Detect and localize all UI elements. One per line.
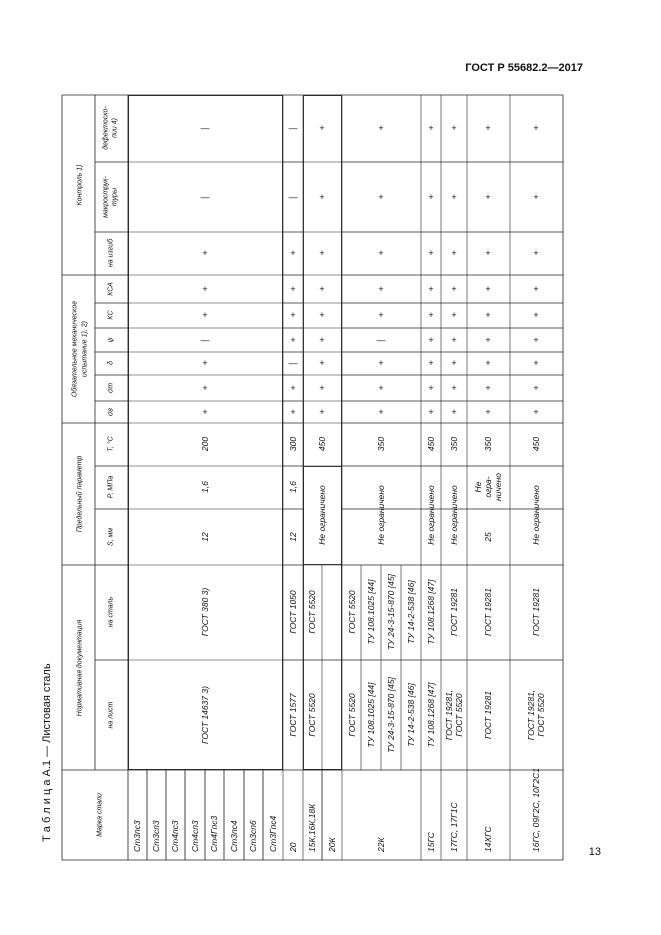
sheet-doc: ГОСТ 19281, xyxy=(444,689,454,741)
plus-mark: + xyxy=(290,407,296,417)
header-on-sheet: на лист xyxy=(107,701,115,729)
grade-cell: Ст3сп3 xyxy=(151,820,161,852)
header-sigma-t: σт xyxy=(107,382,115,394)
plus-mark: + xyxy=(451,123,457,133)
plus-mark: + xyxy=(451,284,457,294)
p-value: 1,6 xyxy=(200,481,210,493)
p-value: Не xyxy=(473,481,483,493)
plus-mark: + xyxy=(378,248,384,258)
plus-mark: + xyxy=(378,310,384,320)
plus-mark: + xyxy=(428,358,434,368)
plus-mark: + xyxy=(485,310,491,320)
steel-doc: ТУ 24-3-15-870 [45] xyxy=(386,574,396,650)
sheet-doc: ГОСТ 5520 xyxy=(536,693,546,737)
steel-doc: ГОСТ 19281 xyxy=(531,588,541,636)
plus-mark: + xyxy=(378,123,384,133)
p-value: 1,6 xyxy=(288,481,298,493)
plus-mark: + xyxy=(319,383,325,393)
sheet-doc: ГОСТ 5520 xyxy=(347,693,357,737)
plus-mark: + xyxy=(290,335,296,345)
plus-mark: + xyxy=(428,407,434,417)
grade-cell: Ст4Гпс3 xyxy=(209,815,219,852)
p-value: ничено xyxy=(493,473,503,501)
page-number: 13 xyxy=(588,846,601,858)
plus-mark: + xyxy=(428,383,434,393)
header-kc: КС xyxy=(107,310,115,320)
header-s: S, мм xyxy=(107,527,115,547)
plus-mark: + xyxy=(533,407,539,417)
steel-doc: ТУ 108.1268 [47] xyxy=(426,579,436,645)
t-value: 450 xyxy=(531,436,541,452)
dash-mark: — xyxy=(288,192,298,202)
dash-mark: — xyxy=(288,358,298,368)
t-value: 200 xyxy=(200,436,210,452)
header-p: P, МПа xyxy=(107,475,115,499)
header-defecto-2: пии 4) xyxy=(111,118,119,138)
header-macro-2: туры xyxy=(111,187,119,207)
header-control: Контроль 1) xyxy=(76,164,84,206)
steel-doc: ГОСТ 1050 xyxy=(288,590,298,634)
plus-mark: + xyxy=(428,248,434,258)
plus-mark: + xyxy=(533,310,539,320)
plus-mark: + xyxy=(428,310,434,320)
grade-cell: 22К xyxy=(376,837,386,852)
dash-mark: — xyxy=(200,192,210,202)
header-limit: Предельный параметр xyxy=(76,455,84,533)
dash-mark: — xyxy=(200,123,210,133)
header-grade: Марка стали xyxy=(96,793,104,837)
grade-cell: 17ГС, 17Г1С xyxy=(449,802,459,852)
plus-mark: + xyxy=(451,358,457,368)
sheet-doc: ТУ 14-2-538 [46] xyxy=(406,683,416,747)
table-title: Т а б л и ц а А.1 — Листовая сталь xyxy=(41,663,53,842)
plus-mark: + xyxy=(202,310,208,320)
plus-mark: + xyxy=(533,248,539,258)
plus-mark: + xyxy=(378,192,384,202)
plus-mark: + xyxy=(533,383,539,393)
plus-mark: + xyxy=(485,192,491,202)
sheet-doc: ГОСТ 5520 xyxy=(307,693,317,737)
grade-cell: Ст3сп6 xyxy=(248,820,258,852)
t-value: 450 xyxy=(426,436,436,452)
sheet-doc: ГОСТ 5520 xyxy=(454,693,464,737)
steel-doc: ТУ 14-2-538 [46] xyxy=(406,580,416,644)
plus-mark: + xyxy=(533,284,539,294)
plus-mark: + xyxy=(202,248,208,258)
s-value: 12 xyxy=(288,532,298,542)
t-value: 350 xyxy=(483,436,493,452)
grade-cell: Ст4сп3 xyxy=(190,820,200,852)
grade-cell: 15К,16К,18К xyxy=(307,803,317,852)
dash-mark: — xyxy=(376,335,386,345)
sheet-doc: ГОСТ 19281 xyxy=(483,691,493,739)
plus-mark: + xyxy=(428,284,434,294)
plus-mark: + xyxy=(428,192,434,202)
header-sigma-b: σв xyxy=(107,408,115,416)
steel-doc: ГОСТ 5520 xyxy=(347,590,357,634)
plus-mark: + xyxy=(319,310,325,320)
plus-mark: + xyxy=(485,407,491,417)
grade-cell: 20К xyxy=(327,837,337,852)
plus-mark: + xyxy=(378,284,384,294)
s-p-value: Не ограничено xyxy=(426,485,436,545)
plus-mark: + xyxy=(378,407,384,417)
sheet-doc: ГОСТ 14637 3) xyxy=(200,686,210,744)
plus-mark: + xyxy=(428,123,434,133)
plus-mark: + xyxy=(319,407,325,417)
s-value: 12 xyxy=(200,532,210,542)
plus-mark: + xyxy=(290,284,296,294)
plus-mark: + xyxy=(202,284,208,294)
grade-cell: 14ХГС xyxy=(483,826,493,852)
header-on-steel: на сталь xyxy=(107,596,115,628)
grade-cell: 20 xyxy=(288,842,298,852)
header-defecto-1: дефектоско- xyxy=(102,106,110,150)
grade-cell: Ст3пс4 xyxy=(229,820,239,852)
plus-mark: + xyxy=(451,248,457,258)
plus-mark: + xyxy=(485,123,491,133)
grade-cell: 16ГС, 09Г2С, 10Г2С1 xyxy=(531,768,541,852)
steel-doc: ГОСТ 5520 xyxy=(307,590,317,634)
plus-mark: + xyxy=(319,248,325,258)
plus-mark: + xyxy=(290,248,296,258)
dash-mark: — xyxy=(200,335,210,345)
plus-mark: + xyxy=(290,310,296,320)
plus-mark: + xyxy=(319,358,325,368)
plus-mark: + xyxy=(533,335,539,345)
plus-mark: + xyxy=(290,383,296,393)
header-psi: ψ xyxy=(107,337,115,343)
sheet-doc: ГОСТ 1577 xyxy=(288,693,298,737)
plus-mark: + xyxy=(485,383,491,393)
plus-mark: + xyxy=(378,383,384,393)
plus-mark: + xyxy=(451,192,457,202)
header-kca: КСА xyxy=(107,282,115,296)
plus-mark: + xyxy=(533,358,539,368)
sheet-doc: ТУ 108.1268 [47] xyxy=(426,682,436,748)
document-code: ГОСТ Р 55682.2—2017 xyxy=(465,62,583,74)
plus-mark: + xyxy=(485,248,491,258)
plus-mark: + xyxy=(533,123,539,133)
s-p-value: Не ограничено xyxy=(531,485,541,545)
grade-cell: Ст4пс3 xyxy=(170,820,180,852)
steel-doc: ГОСТ 19281 xyxy=(449,588,459,636)
t-value: 300 xyxy=(288,436,298,452)
plus-mark: + xyxy=(485,358,491,368)
plus-mark: + xyxy=(533,192,539,202)
grade-cell: Ст3пс3 xyxy=(132,820,142,852)
grade-cell: 15ГС xyxy=(426,832,436,852)
plus-mark: + xyxy=(451,407,457,417)
header-delta: δ xyxy=(107,361,115,365)
t-value: 350 xyxy=(376,436,386,452)
header-bend: на изгиб xyxy=(107,238,115,268)
t-value: 350 xyxy=(449,436,459,452)
plus-mark: + xyxy=(378,358,384,368)
plus-mark: + xyxy=(319,284,325,294)
plus-mark: + xyxy=(485,284,491,294)
plus-mark: + xyxy=(202,407,208,417)
s-p-value: Не ограничено xyxy=(449,485,459,545)
dash-mark: — xyxy=(288,123,298,133)
s-p-value: Не ограничено xyxy=(376,485,386,545)
header-macro-1: макрострук- xyxy=(102,176,110,218)
plus-mark: + xyxy=(319,123,325,133)
header-mech-1: Обязательное механическое xyxy=(71,300,79,398)
header-normative: Нормативная документация xyxy=(76,619,84,717)
s-p-value: Не ограничено xyxy=(317,485,327,545)
plus-mark: + xyxy=(319,192,325,202)
plus-mark: + xyxy=(202,383,208,393)
plus-mark: + xyxy=(319,335,325,345)
p-value: огра- xyxy=(483,476,493,498)
t-value: 450 xyxy=(317,436,327,452)
plus-mark: + xyxy=(202,358,208,368)
header-mech-2: испытание 1), 2) xyxy=(81,321,89,377)
steel-doc: ТУ 108.1025 [44] xyxy=(366,579,376,645)
sheet-doc: ТУ 24-3-15-870 [45] xyxy=(386,677,396,753)
sheet-doc: ГОСТ 19281, xyxy=(526,689,536,741)
plus-mark: + xyxy=(428,335,434,345)
steel-doc: ГОСТ 19281 xyxy=(483,588,493,636)
grade-cell: Ст3Гпс4 xyxy=(268,815,278,852)
plus-mark: + xyxy=(451,383,457,393)
header-t: T, °C xyxy=(107,436,115,452)
plus-mark: + xyxy=(451,335,457,345)
s-value: 25 xyxy=(483,532,493,542)
plus-mark: + xyxy=(451,310,457,320)
steel-doc: ГОСТ 380 3) xyxy=(200,587,210,637)
sheet-doc: ТУ 108.1025 [44] xyxy=(366,682,376,748)
plus-mark: + xyxy=(485,335,491,345)
